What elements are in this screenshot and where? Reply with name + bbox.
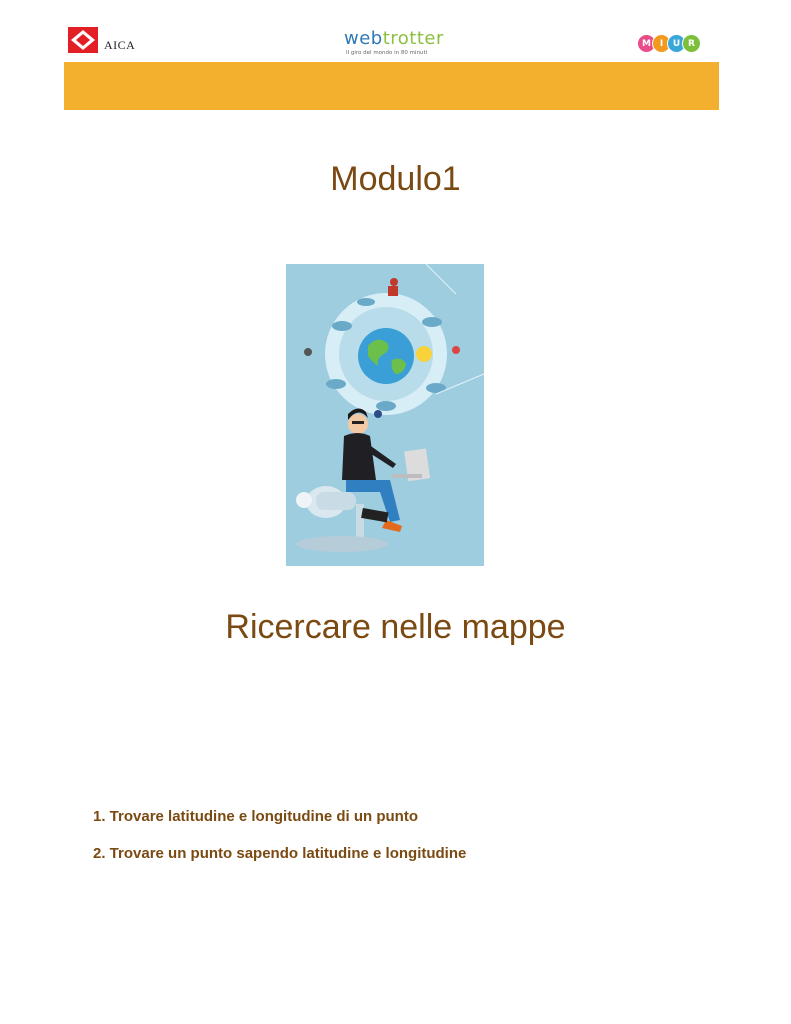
- aica-logo: [68, 26, 135, 53]
- miur-letter-r: R: [682, 34, 701, 53]
- miur-letter-u: U: [667, 34, 686, 53]
- miur-logo: [641, 34, 701, 53]
- objectives-list: [93, 808, 466, 882]
- list-item: 1. Trovare latitudine e longitudine di un punto: [93, 808, 419, 825]
- aica-label: AICA: [104, 38, 136, 52]
- webtrotter-tagline: Il giro del mondo in 80 minuti: [346, 50, 428, 56]
- module-title: Modulo1: [330, 160, 461, 198]
- cover-illustration: [286, 264, 484, 566]
- list-item: 2. Trovare un punto sapendo latitudine e longitudine: [93, 845, 467, 862]
- webtrotter-logo: [344, 28, 444, 56]
- miur-letter-m: M: [637, 34, 656, 53]
- webtrotter-word-1: web: [344, 28, 383, 49]
- webtrotter-word-2: trotter: [382, 28, 444, 49]
- globe-icon: [358, 328, 414, 384]
- header-banner: [64, 62, 719, 110]
- section-title: Ricercare nelle mappe: [225, 608, 566, 646]
- aica-mark-icon: [68, 27, 98, 53]
- miur-letter-i: I: [652, 34, 671, 53]
